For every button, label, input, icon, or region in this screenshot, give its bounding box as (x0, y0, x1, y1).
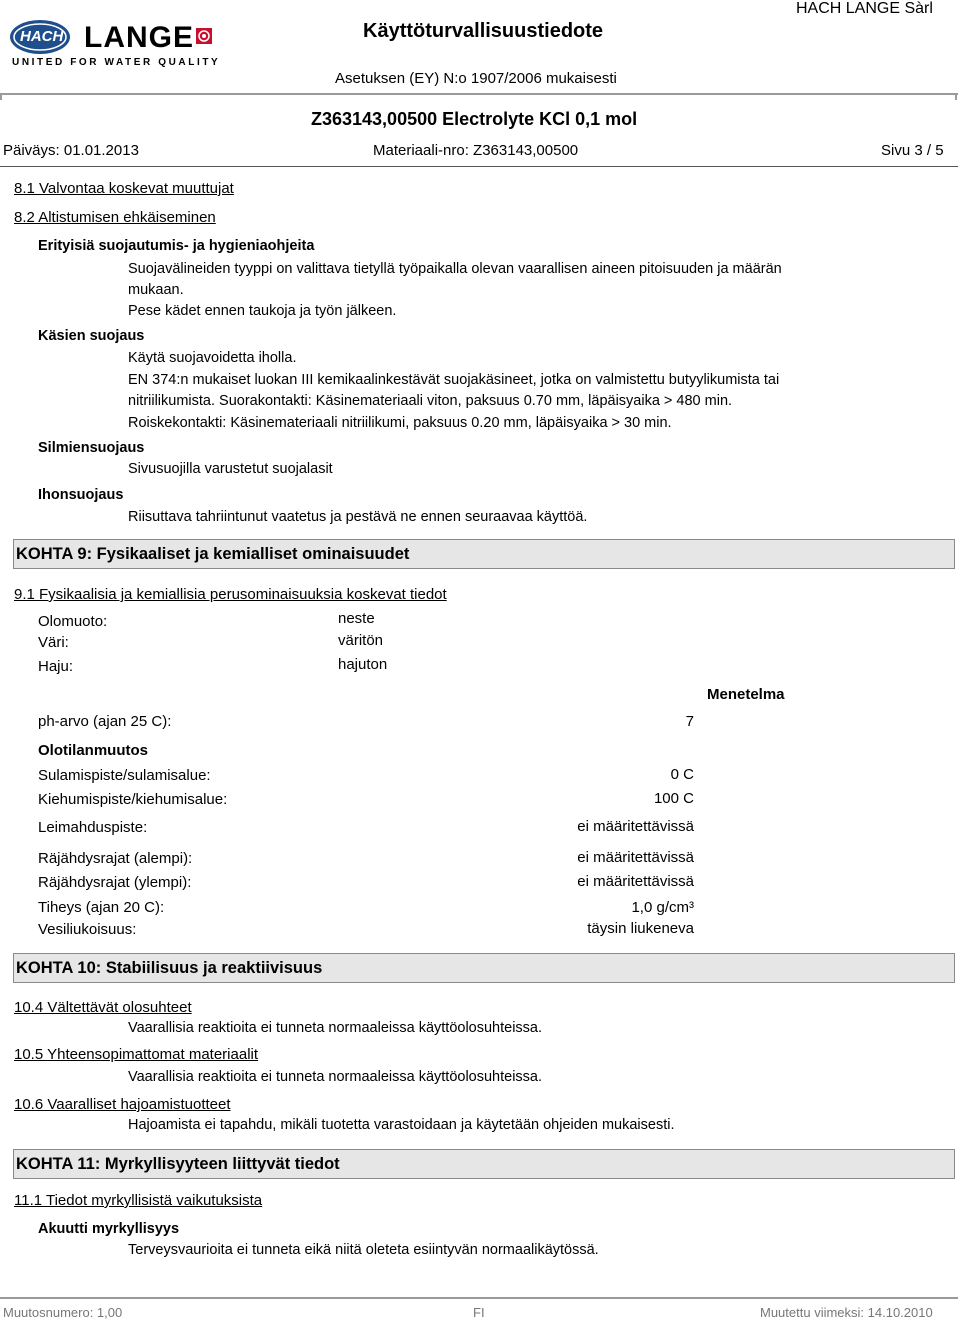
ph-value: 7 (685, 713, 694, 730)
material-number: Materiaali-nro: Z363143,00500 (373, 142, 579, 159)
lange-target-icon (196, 28, 212, 44)
ph-label: ph-arvo (ajan 25 C): (38, 713, 172, 730)
boiling-label: Kiehumispiste/kiehumisalue: (38, 791, 228, 808)
acute-toxicity-text: Terveysvaurioita ei tunneta eikä niitä oleteta esiintyvän normaalikäytössä. (128, 1242, 599, 1258)
tagline: UNITED FOR WATER QUALITY (12, 57, 221, 68)
date: Päiväys: 01.01.2013 (3, 142, 139, 159)
heading-10-6: 10.6 Vaaralliset hajoamistuotteet (14, 1096, 231, 1113)
page-number: Sivu 3 / 5 (881, 142, 944, 159)
density-label: Tiheys (ajan 20 C): (38, 899, 165, 916)
logo (8, 8, 223, 74)
hand-text-2: EN 374:n mukaiset luokan III kemikaalinkestävät suojakäsineet, jotka on valmistettu butyylikumista tai (128, 372, 780, 388)
hygiene-text-2: mukaan. (128, 282, 184, 298)
company-name: HACH LANGE Sàrl (796, 0, 933, 17)
section-10-title: KOHTA 10: Stabiilisuus ja reaktiivisuus (16, 959, 323, 977)
footer-rule (0, 1297, 958, 1299)
hach-brand: HACH (20, 28, 64, 45)
text-10-6: Hajoamista ei tapahdu, mikäli tuotetta varastoidaan ja käytetään ohjeiden mukaisesti. (128, 1117, 675, 1133)
melting-label: Sulamispiste/sulamisalue: (38, 767, 211, 784)
state-change-header: Olotilanmuutos (38, 742, 148, 759)
color-label: Väri: (38, 634, 69, 651)
melting-value: 0 C (670, 766, 694, 783)
header-rule-bottom (0, 166, 958, 167)
document-title: Käyttöturvallisuustiedote (363, 20, 604, 42)
last-modified: Muutettu viimeksi: 14.10.2010 (760, 1305, 933, 1320)
regulation: Asetuksen (EY) N:o 1907/2006 mukaisesti (335, 70, 617, 87)
section-10-bar (13, 953, 955, 983)
lel-value: ei määritettävissä (577, 849, 694, 866)
section-11-title: KOHTA 11: Myrkyllisyyteen liittyvät tiedot (16, 1155, 340, 1173)
hygiene-text-3: Pese kädet ennen taukoja ja työn jälkeen. (128, 303, 397, 319)
section-11-bar (13, 1149, 955, 1179)
section-9-bar (13, 539, 955, 569)
hand-protection-label: Käsien suojaus (38, 328, 145, 344)
odor-label: Haju: (38, 658, 74, 675)
header-rule-side-right (955, 93, 957, 100)
uel-label: Räjähdysrajat (ylempi): (38, 874, 192, 891)
text-10-4: Vaarallisia reaktioita ei tunneta normaaleissa käyttöolosuhteissa. (128, 1020, 543, 1036)
heading-11-1: 11.1 Tiedot myrkyllisistä vaikutuksista (14, 1192, 263, 1209)
header-rule-top (0, 93, 958, 95)
eye-text-1: Sivusuojilla varustetut suojalasit (128, 461, 333, 477)
heading-10-5: 10.5 Yhteensopimattomat materiaalit (14, 1046, 259, 1063)
odor-value: hajuton (338, 656, 388, 673)
section-9-title: KOHTA 9: Fysikaaliset ja kemialliset ominaisuudet (16, 545, 410, 563)
heading-10-4: 10.4 Vältettävät olosuhteet (14, 999, 192, 1016)
flash-point-label: Leimahduspiste: (38, 819, 148, 836)
revision-number: Muutosnumero: 1,00 (3, 1305, 123, 1320)
boiling-value: 100 C (653, 790, 694, 807)
hygiene-label: Erityisiä suojautumis- ja hygieniaohjeita (38, 238, 315, 254)
language-code: FI (473, 1305, 485, 1320)
flash-point-value: ei määritettävissä (577, 818, 694, 835)
product-name: Z363143,00500 Electrolyte KCl 0,1 mol (311, 109, 638, 129)
lel-label: Räjähdysrajat (alempi): (38, 850, 193, 867)
heading-8-1: 8.1 Valvontaa koskevat muuttujat (14, 180, 234, 197)
text-10-5: Vaarallisia reaktioita ei tunneta normaaleissa käyttöolosuhteissa. (128, 1069, 543, 1085)
solubility-value: täysin liukeneva (587, 920, 694, 937)
uel-value: ei määritettävissä (577, 873, 694, 890)
hygiene-text-1: Suojavälineiden tyyppi on valittava tietyllä työpaikalla olevan vaarallisen aineen pitoisuuden ja määrän (128, 261, 782, 277)
method-header: Menetelma (707, 686, 785, 703)
heading-8-2: 8.2 Altistumisen ehkäiseminen (14, 209, 216, 226)
eye-protection-label: Silmiensuojaus (38, 440, 145, 456)
form-label: Olomuoto: (38, 613, 108, 630)
heading-9-1: 9.1 Fysikaalisia ja kemiallisia perusominaisuuksia koskevat tiedot (14, 586, 447, 603)
color-value: väritön (338, 632, 384, 649)
skin-protection-label: Ihonsuojaus (38, 487, 124, 503)
lange-brand: LANGE (84, 21, 194, 54)
solubility-label: Vesiliukoisuus: (38, 921, 137, 938)
density-value: 1,0 g/cm³ (631, 899, 694, 916)
hand-text-1: Käytä suojavoidetta iholla. (128, 350, 297, 366)
hand-text-4: Roiskekontakti: Käsinemateriaali nitriilikumi, paksuus 0.20 mm, läpäisyaika > 30 min. (128, 415, 672, 431)
acute-toxicity-label: Akuutti myrkyllisyys (38, 1221, 180, 1237)
skin-text-1: Riisuttava tahriintunut vaatetus ja pestävä ne ennen seuraavaa käyttöä. (128, 509, 588, 525)
hand-text-3: nitriilikumista. Suorakontakti: Käsinemateriaali viton, paksuus 0.70 mm, läpäisyaika > 480 min. (128, 393, 733, 409)
form-value: neste (338, 610, 375, 627)
header-rule-side-left (0, 93, 2, 100)
